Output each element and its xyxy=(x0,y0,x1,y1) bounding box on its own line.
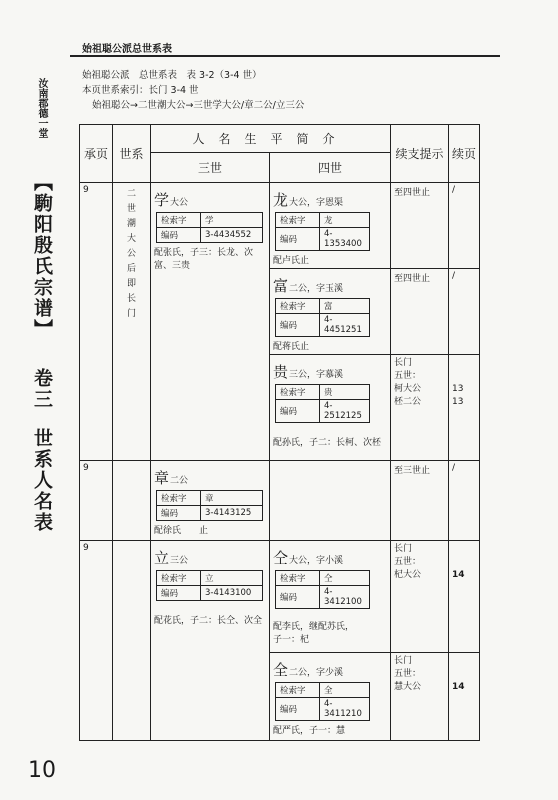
person-name: 学 xyxy=(154,191,170,209)
branch-tip: 至四世止 xyxy=(391,269,449,355)
section-label: 世系人名表 xyxy=(31,428,53,533)
code-label: 编码 xyxy=(276,400,320,423)
gen4-person xyxy=(270,541,391,653)
header-rule xyxy=(70,55,500,57)
next-page: 14 xyxy=(449,653,480,741)
person-title: 二公 xyxy=(170,476,189,486)
spouse-note: 配张氏，子三：长龙、次富、三贵 xyxy=(154,248,254,271)
person-name: 立 xyxy=(154,549,170,567)
next-page: 13 13 xyxy=(449,355,480,461)
index-box xyxy=(275,212,370,251)
key-value: 全 xyxy=(320,683,370,698)
code-value: 4-4451251 xyxy=(320,314,370,337)
next-page: / xyxy=(449,461,480,541)
spouse-note: 配蒋氏止 xyxy=(273,342,310,352)
spouse-note: 配徐氏 止 xyxy=(154,526,209,536)
header-shixi: 世系 xyxy=(113,125,151,183)
index-box xyxy=(156,570,263,601)
key-label: 检索字 xyxy=(276,683,320,698)
code-value: 3-4143100 xyxy=(201,586,263,601)
code-label: 编码 xyxy=(276,228,320,251)
key-value: 龙 xyxy=(320,213,370,228)
gen4-person xyxy=(270,653,391,741)
index-box xyxy=(275,682,370,721)
code-value: 4-3412100 xyxy=(320,586,370,609)
spouse-note: 配李氏，继配苏氏， 子一：杞 xyxy=(273,622,355,645)
person-name: 贵 xyxy=(273,363,289,381)
spouse-note: 配孙氏，子二：长柯、次柸 xyxy=(273,438,382,448)
key-value: 章 xyxy=(201,491,263,506)
key-value: 学 xyxy=(201,213,263,228)
key-value: 贵 xyxy=(320,385,370,400)
code-label: 编码 xyxy=(276,698,320,721)
key-label: 检索字 xyxy=(157,571,201,586)
code-value: 3-4434552 xyxy=(201,228,263,243)
lineage-cell xyxy=(113,541,151,741)
person-title: 二公，字少溪 xyxy=(289,668,344,678)
person-title: 三公 xyxy=(170,556,189,566)
intro-lineage: 始祖聪公→二世潮大公→三世学大公/章二公/立三公 xyxy=(92,100,305,111)
header-intro: 人名生平简介 xyxy=(151,125,391,153)
branch-tip: 至四世止 xyxy=(391,183,449,269)
code-label: 编码 xyxy=(276,586,320,609)
intro-index: 本页世系索引：长门 3-4 世 xyxy=(82,85,199,96)
gen4-empty xyxy=(270,461,391,541)
table-row xyxy=(80,461,480,541)
running-header: 始祖聪公派总世系表 xyxy=(82,44,172,55)
code-value: 3-4143125 xyxy=(201,506,263,521)
person-name: 仝 xyxy=(273,549,289,567)
key-value: 富 xyxy=(320,299,370,314)
page-number: 10 xyxy=(28,758,56,783)
header-xuzhi: 续支提示 xyxy=(391,125,449,183)
person-name: 全 xyxy=(273,661,289,679)
lineage-cell xyxy=(113,461,151,541)
branch-tip: 长门 五世： 柯大公 柸二公 xyxy=(391,355,449,461)
gen3-person xyxy=(151,183,270,461)
person-title: 大公，字恩渠 xyxy=(289,198,344,208)
branch-tip: 至三世止 xyxy=(391,461,449,541)
spouse-note: 配花氏，子二：长仝、次全 xyxy=(154,616,263,626)
gen4-person xyxy=(270,355,391,461)
code-value: 4-3411210 xyxy=(320,698,370,721)
spouse-note: 配卢氏止 xyxy=(273,256,310,266)
table-row xyxy=(80,541,480,653)
code-value: 4-1353400 xyxy=(320,228,370,251)
person-title: 二公，字玉溪 xyxy=(289,284,344,294)
key-value: 仝 xyxy=(320,571,370,586)
lineage-cell xyxy=(113,183,151,461)
lineage-text: 二世潮大公后即长门 xyxy=(126,189,136,319)
person-name: 富 xyxy=(273,277,289,295)
index-box xyxy=(156,212,263,243)
branch-tip: 长门 五世： 杞大公 xyxy=(391,541,449,653)
code-value: 4-2512125 xyxy=(320,400,370,423)
next-page: / xyxy=(449,269,480,355)
key-value: 立 xyxy=(201,571,263,586)
gen4-person xyxy=(270,183,391,269)
index-box xyxy=(275,384,370,423)
index-box xyxy=(156,490,263,521)
person-title: 大公，字小溪 xyxy=(289,556,344,566)
code-label: 编码 xyxy=(276,314,320,337)
gen4-person xyxy=(270,269,391,355)
spouse-note: 配严氏，子一：慧 xyxy=(273,726,346,736)
hall-name: 汝南郡德一堂 xyxy=(36,78,47,138)
next-page: 14 xyxy=(449,541,480,653)
index-box xyxy=(275,298,370,337)
index-box xyxy=(275,570,370,609)
genealogy-table xyxy=(79,124,480,741)
book-title: 【駒阳殷氏宗谱】 xyxy=(31,172,53,340)
person-name: 章 xyxy=(154,469,170,487)
cheng-page: 9 xyxy=(80,183,113,461)
person-name: 龙 xyxy=(273,191,289,209)
key-label: 检索字 xyxy=(276,213,320,228)
key-label: 检索字 xyxy=(276,385,320,400)
header-xuye: 续页 xyxy=(449,125,480,183)
table-row xyxy=(80,183,480,269)
key-label: 检索字 xyxy=(276,571,320,586)
code-label: 编码 xyxy=(157,228,201,243)
next-page: / xyxy=(449,183,480,269)
person-title: 大公 xyxy=(170,198,189,208)
code-label: 编码 xyxy=(157,586,201,601)
cheng-page: 9 xyxy=(80,461,113,541)
volume-label: 卷三 xyxy=(31,368,53,410)
person-title: 三公，字慕溪 xyxy=(289,370,344,380)
gen3-person xyxy=(151,461,270,541)
header-gen4: 四世 xyxy=(270,153,391,183)
code-label: 编码 xyxy=(157,506,201,521)
header-cheng: 承页 xyxy=(80,125,113,183)
key-label: 检索字 xyxy=(276,299,320,314)
gen3-person xyxy=(151,541,270,741)
intro-title: 始祖聪公派 总世系表 表 3-2（3-4 世） xyxy=(82,70,262,81)
header-gen3: 三世 xyxy=(151,153,270,183)
branch-tip: 长门 五世： 慧大公 xyxy=(391,653,449,741)
key-label: 检索字 xyxy=(157,213,201,228)
key-label: 检索字 xyxy=(157,491,201,506)
table-intro xyxy=(82,68,304,113)
cheng-page: 9 xyxy=(80,541,113,741)
